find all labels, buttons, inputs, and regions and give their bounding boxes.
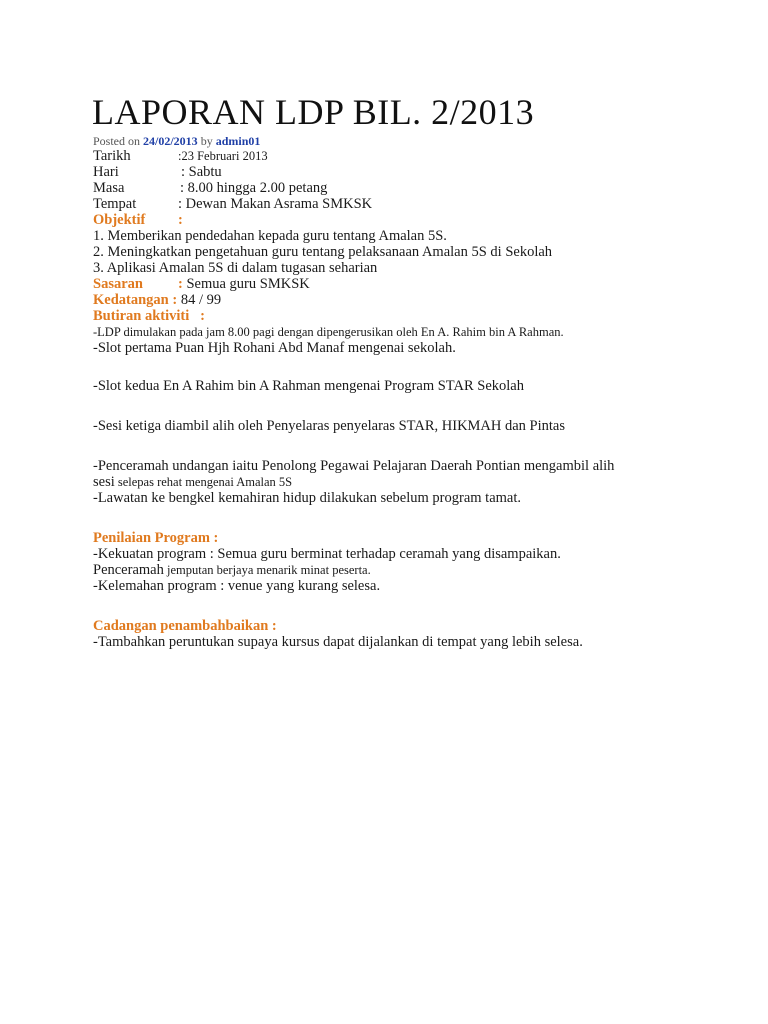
tempat-label: Tempat: [93, 196, 137, 212]
butiran-line: -Penceramah undangan iaitu Penolong Pegawai Pelajaran Daerah Pontian mengambil alih: [93, 458, 615, 474]
page-title: LAPORAN LDP BIL. 2/2013: [92, 92, 535, 132]
butiran-line: -Lawatan ke bengkel kemahiran hidup dilakukan sebelum program tamat.: [93, 490, 522, 506]
butiran-heading: Butiran aktiviti :: [93, 308, 205, 324]
penilaian-line: -Kelemahan program : venue yang kurang selesa.: [93, 578, 381, 594]
masa-label: Masa: [93, 180, 125, 196]
penceramah-word: Penceramah: [93, 562, 164, 578]
tarikh-value: :23 Februari 2013: [178, 149, 268, 163]
masa-value: : 8.00 hingga 2.00 petang: [180, 180, 328, 196]
info-masa: [93, 180, 327, 197]
post-date-link[interactable]: 24/02/2013: [143, 134, 198, 148]
butiran-line: -Sesi ketiga diambil alih oleh Penyelaras penyelaras STAR, HIKMAH dan Pintas: [93, 418, 566, 434]
penilaian-line: -Kekuatan program : Semua guru berminat terhadap ceramah yang disampaikan.: [93, 546, 561, 562]
sesi-word: sesi: [93, 474, 115, 490]
objektif-label: Objektif: [93, 212, 146, 228]
sesi-rest: selepas rehat mengenai Amalan 5S: [114, 475, 293, 489]
tarikh-label: Tarikh: [93, 148, 131, 164]
hari-label: Hari: [93, 164, 119, 180]
butiran-line-sesi: [93, 474, 292, 491]
sasaran-colon: :: [178, 276, 183, 292]
posted-on-label: Posted on: [93, 134, 141, 148]
sasaran-row: [93, 276, 310, 293]
objektif-colon: :: [178, 212, 183, 228]
objektif-heading: [93, 212, 183, 229]
by-label: by: [200, 134, 213, 148]
info-tarikh: [93, 148, 268, 165]
hari-value: : Sabtu: [181, 164, 222, 180]
post-meta: [93, 134, 260, 148]
info-tempat: [93, 196, 372, 213]
penceramah-rest: jemputan berjaya menarik minat peserta.: [163, 563, 371, 577]
cadangan-line: -Tambahkan peruntukan supaya kursus dapat dijalankan di tempat yang lebih selesa.: [93, 634, 583, 650]
author-link[interactable]: admin01: [215, 134, 261, 148]
butiran-line: -Slot pertama Puan Hjh Rohani Abd Manaf mengenai sekolah.: [93, 340, 456, 356]
cadangan-heading: Cadangan penambahbaikan :: [93, 618, 277, 634]
kedatangan-value: 84 / 99: [180, 292, 222, 308]
kedatangan-colon: :: [172, 292, 178, 308]
sasaran-heading: Sasaran: [93, 276, 143, 292]
objektif-item: 3. Aplikasi Amalan 5S di dalam tugasan seharian: [93, 260, 378, 276]
info-hari: [93, 164, 222, 181]
kedatangan-row: [93, 292, 221, 309]
sasaran-value: Semua guru SMKSK: [186, 276, 310, 292]
tempat-value: : Dewan Makan Asrama SMKSK: [178, 196, 373, 212]
penilaian-line-penceramah: [93, 562, 371, 579]
butiran-line: -Slot kedua En A Rahim bin A Rahman mengenai Program STAR Sekolah: [93, 378, 524, 394]
butiran-line: -LDP dimulakan pada jam 8.00 pagi dengan dipengerusikan oleh En A. Rahim bin A Rahman.: [93, 325, 564, 339]
objektif-item: 1. Memberikan pendedahan kepada guru tentang Amalan 5S.: [93, 228, 447, 244]
penilaian-heading: Penilaian Program :: [93, 530, 219, 546]
kedatangan-heading: Kedatangan: [93, 292, 169, 308]
objektif-item: 2. Meningkatkan pengetahuan guru tentang pelaksanaan Amalan 5S di Sekolah: [93, 244, 553, 260]
